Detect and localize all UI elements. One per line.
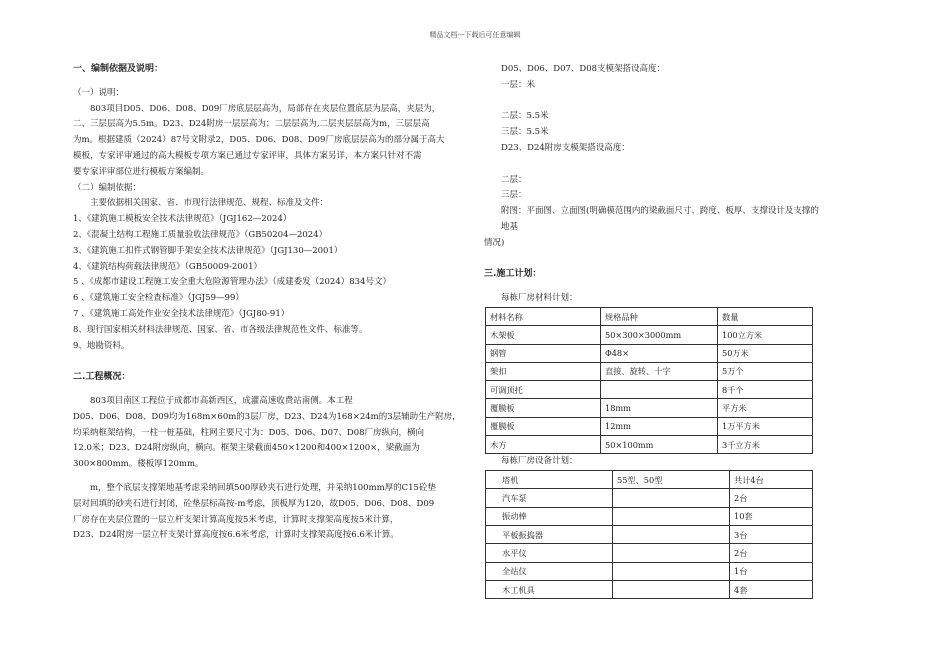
table-cell: 2台 <box>730 544 813 562</box>
table-cell <box>613 544 730 562</box>
para-line: 要专家评审部位进行模板方案编制。 <box>73 166 210 177</box>
table-cell: 5万个 <box>718 362 813 380</box>
table-cell <box>613 580 730 598</box>
section3-title: 三.施工计划： <box>484 269 542 280</box>
table-cell: 木工机具 <box>486 580 613 598</box>
table-cell: 水平仪 <box>486 544 613 562</box>
table-cell: 材料名称 <box>486 307 601 325</box>
basis-item: 3、《建筑施工扣件式钢管脚手架安全技术法律规范》（JGJ130—2001） <box>73 245 343 256</box>
table-cell: 3台 <box>730 526 813 544</box>
sub-heading-basis: （二）编制依据： <box>73 182 142 193</box>
table-cell: 1万平方米 <box>718 417 813 435</box>
table-cell: 2台 <box>730 489 813 507</box>
table-cell: 50×300×3000mm <box>601 326 718 344</box>
support-line: 三层：5.5米 <box>501 127 549 138</box>
table-cell: 55型、50型 <box>613 471 730 489</box>
table-cell: 振动棒 <box>486 507 613 525</box>
table-cell: 18mm <box>601 399 718 417</box>
basis-item: 5 、《成都市建设工程施工安全重大危险源管理办法》（成建委发（2024）834号文） <box>73 277 391 288</box>
basis-item: 2、《混凝土结构工程施工质量验收法律规范》（GB50204—2024） <box>73 229 328 240</box>
section1-title: 一、编制依据及说明： <box>73 64 164 74</box>
basis-item: 9、地勘资料。 <box>73 340 130 351</box>
table-cell: 共计4台 <box>730 471 813 489</box>
table-cell <box>613 526 730 544</box>
table-row <box>486 526 813 544</box>
table-row <box>486 344 813 362</box>
table-cell: 8千个 <box>718 381 813 399</box>
table-cell <box>613 562 730 580</box>
attachment-note: 情况) <box>484 237 505 248</box>
page-header: 精品文档---下载后可任意编辑 <box>429 31 521 39</box>
basis-item: 4、《建筑结构荷载法律规范》（GB50009-2001） <box>73 261 262 272</box>
left-column <box>73 62 468 544</box>
table-row <box>486 399 813 417</box>
para-line: 12.0米；D23、D24附房纵向，横向。框架主梁截面450×1200和400×1200×，梁截面为 <box>73 443 420 454</box>
table-cell: 平板振捣器 <box>486 526 613 544</box>
table-cell: 木架板 <box>486 326 601 344</box>
support-line: 二层：5.5米 <box>501 111 549 122</box>
basis-item: 8、现行国家相关材料法律规范、国家、省、市各级法律规范性文件、标准等。 <box>73 324 368 335</box>
basis-item: 6 、《建筑施工安全检查标准》（JGJ59—99） <box>73 293 244 304</box>
table-cell: 覆膜板 <box>486 417 601 435</box>
equipment-title: 每栋厂房设备计划： <box>501 456 578 467</box>
sub-heading-explanation: （一）说明： <box>73 87 125 98</box>
para-line: D05、D06、D08、D09均为168m×60m的3层厂房，D23、D24为168×24m的3层辅助生产附房， <box>73 411 461 422</box>
support-line: 三层： <box>501 190 527 201</box>
table-row <box>486 417 813 435</box>
table-cell: 规格品种 <box>601 307 718 325</box>
table-cell: 100立方米 <box>718 326 813 344</box>
equipment-table <box>485 470 813 599</box>
table-cell: 50万米 <box>718 344 813 362</box>
right-column <box>484 62 824 599</box>
para-line: 厂房存在夹层位置的一层立杆支架计算高度按5米考虑，计算时支撑架高度按5米计算， <box>73 514 399 525</box>
attachment-note: 附图：平面图、立面图(明确模范围内的梁截面尺寸、跨度、板厚、支撑设计及支撑的地基 <box>501 206 819 232</box>
para-line: 300×800mm。楼板厚120mm。 <box>73 459 204 470</box>
table-cell: 1台 <box>730 562 813 580</box>
table-row <box>486 326 813 344</box>
basis-item: 7 、《建筑施工高处作业安全技术法律规范》（JGJ80-91） <box>73 308 290 319</box>
table-row <box>486 436 813 454</box>
table-cell: 10套 <box>730 507 813 525</box>
para-line: 层对回填的砂夹石进行封闭，砼垫层标高按-m考虑，顶板厚为120，故D05、D06、D08、D09 <box>73 498 435 509</box>
table-cell: 平方米 <box>718 399 813 417</box>
table-cell: 可调顶托 <box>486 381 601 399</box>
table-cell: Φ48× <box>601 344 718 362</box>
table-cell: 50×100mm <box>601 436 718 454</box>
table-cell: 钢管 <box>486 344 601 362</box>
basis-intro: 主要依据相关国家、省、市现行法律规范、规程、标准及文件： <box>90 198 329 209</box>
para-line: 二、三层层高为5.5m。D23、D24附房一层层高为；二层层高为,二层夹层层高为m，三层层高 <box>73 119 430 130</box>
basis-item: 1、《建筑施工模板安全技术法律规范》（JGJ162—2024） <box>73 214 292 225</box>
table-row <box>486 562 813 580</box>
support-title: D05、D06、D07、D08支模架搭设高度： <box>501 64 666 74</box>
section2-title: 二.工程概况： <box>73 372 131 383</box>
para-line: m，整个底层支撑架地基考虑采纳回填500厚砂夹石进行处理，并采纳100mm厚的C15砼垫 <box>90 482 436 493</box>
table-row <box>486 507 813 525</box>
support-line: 一层：米 <box>501 79 536 90</box>
table-cell: 直接、旋转、十字 <box>601 362 718 380</box>
table-cell: 12mm <box>601 417 718 435</box>
table-row <box>486 307 813 325</box>
table-cell: 覆膜板 <box>486 399 601 417</box>
support-title: D23、D24附房支模架搭设高度： <box>501 142 630 153</box>
support-line: 二层： <box>501 174 527 185</box>
materials-title: 每栋厂房材料计划： <box>501 293 578 304</box>
table-cell <box>613 507 730 525</box>
para-line: 803项目南区工程位于成都市高新西区，成灌高速收费站南侧。本工程 <box>90 395 353 406</box>
table-row <box>486 362 813 380</box>
table-cell <box>601 381 718 399</box>
table-cell: 架扣 <box>486 362 601 380</box>
table-row <box>486 381 813 399</box>
materials-table <box>485 307 813 454</box>
table-row <box>486 580 813 598</box>
para-line: 为m。根据建质（2024）87号文附录2，D05、D06、D08、D09厂房底层层高为的部分属于高大 <box>73 135 445 146</box>
para-line: 均采纳框架结构，一柱一桩基础，柱网主要尺寸为：D05、D06、D07、D08厂房纵向，横向 <box>73 427 425 438</box>
table-cell: 数量 <box>718 307 813 325</box>
para-line: 803项目D05、D06、D08、D09厂房底层层高为，局部存在夹层位置底层为层高，夹层为， <box>90 103 441 114</box>
table-cell <box>613 489 730 507</box>
table-cell: 汽车泵 <box>486 489 613 507</box>
table-cell: 3千立方米 <box>718 436 813 454</box>
table-row <box>486 471 813 489</box>
table-cell: 4套 <box>730 580 813 598</box>
para-line: 模板，专家评审通过的高大模板专项方案已通过专家评审，具体方案另详，本方案只针对不需 <box>73 150 422 161</box>
table-row <box>486 544 813 562</box>
table-cell: 塔机 <box>486 471 613 489</box>
table-row <box>486 489 813 507</box>
para-line: D23、D24附房一层立杆支架计算高度按6.6米考虑，计算时支撑架高度按6.6米计算。 <box>73 530 399 541</box>
table-cell: 全站仪 <box>486 562 613 580</box>
table-cell: 木方 <box>486 436 601 454</box>
